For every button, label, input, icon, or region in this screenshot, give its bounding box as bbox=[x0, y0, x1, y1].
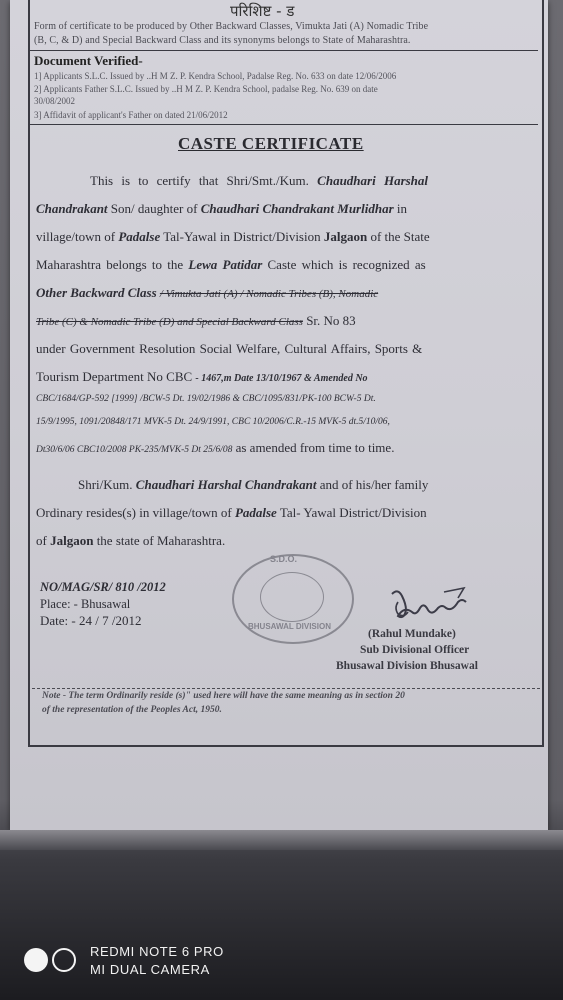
cert-text: Tal-Yawal in District/Division bbox=[163, 229, 321, 244]
sheet-lamination-edge bbox=[0, 830, 563, 850]
resolution-refs: Dt30/6/06 CBC10/2008 PK-235/MVK-5 Dt 25/6/08 bbox=[36, 445, 233, 455]
cert-text: of the State bbox=[370, 229, 430, 244]
residence-line-3 bbox=[36, 533, 225, 549]
cert-text: Son/ daughter of bbox=[110, 201, 198, 216]
certificate-number: NO/MAG/SR/ 810 /2012 bbox=[40, 580, 166, 594]
cert-text: village/town of bbox=[36, 229, 116, 244]
header-divider bbox=[30, 50, 538, 51]
cert-line-2 bbox=[36, 201, 407, 217]
issue-place: Place: - Bhusawal bbox=[40, 597, 131, 611]
caste-name: Lewa Patidar bbox=[188, 257, 263, 272]
applicant-name-repeat: Chaudhari Harshal Chandrakant bbox=[135, 477, 317, 492]
cert-line-11 bbox=[36, 440, 394, 456]
document-item-2-date: 30/08/2002 bbox=[34, 96, 76, 106]
annexure-label: परिशिष्ट - ड bbox=[230, 2, 295, 20]
issue-date: Date: - 24 / 7 /2012 bbox=[40, 613, 142, 628]
signatory-name: (Rahul Mundake) bbox=[368, 628, 456, 640]
camera-type-label: MI DUAL CAMERA bbox=[90, 962, 210, 977]
document-item-1: 1] Applicants S.L.C. Issued by ..H M Z. P. Kendra School, Padalse Reg. No. 633 on date 12/06/2006 bbox=[34, 71, 397, 81]
camera-model-label: REDMI NOTE 6 PRO bbox=[90, 944, 224, 959]
form-description-line-2: (B, C, & D) and Special Backward Class and its synonyms belongs to State of Maharashtra. bbox=[34, 35, 411, 46]
cert-text: Tal- Yawal District/Division bbox=[279, 505, 427, 520]
cert-text: Caste which is recognized as bbox=[267, 257, 426, 272]
seal-inner-ring bbox=[260, 572, 324, 622]
document-item-3: 3] Affidavit of applicant's Father on dated 21/06/2012 bbox=[34, 110, 228, 120]
district-name-repeat: Jalgaon bbox=[50, 533, 94, 548]
cert-text: in bbox=[396, 201, 408, 216]
applicant-name: Chaudhari Harshal bbox=[317, 173, 429, 188]
residence-line-1 bbox=[78, 477, 428, 493]
cert-text: Tourism Department No CBC bbox=[36, 369, 193, 384]
signature-scribble bbox=[384, 584, 484, 628]
cert-line-1 bbox=[90, 173, 428, 189]
cert-line-7: under Government Resolution Social Welfare, Cultural Affairs, Sports & bbox=[36, 341, 423, 356]
cert-line-8 bbox=[36, 369, 368, 385]
struck-categories-cont: Tribe (C) & Nomadic Tribe (D) and Special Backward Class bbox=[36, 316, 303, 328]
signatory-designation: Sub Divisional Officer bbox=[360, 644, 470, 656]
cert-line-3 bbox=[36, 229, 430, 245]
seal-text-top: S.D.O. bbox=[270, 554, 298, 564]
official-seal bbox=[232, 554, 354, 644]
village-name: Padalse bbox=[118, 229, 161, 244]
note-line-2: of the representation of the Peoples Act, 1950. bbox=[42, 705, 222, 715]
cert-text: Maharashtra belongs to the bbox=[36, 257, 184, 272]
documents-divider bbox=[30, 124, 538, 125]
residence-line-2 bbox=[36, 505, 427, 521]
district-name: Jalgaon bbox=[323, 229, 368, 244]
cert-text: Ordinary resides(s) in village/town of bbox=[36, 505, 232, 520]
struck-categories: / Vimukta Jati (A) / Nomadic Tribes (B), Nomadic bbox=[159, 288, 379, 300]
village-name-repeat: Padalse bbox=[234, 505, 277, 520]
note-line-1: Note - The term Ordinarily reside (s)" used here will have the same meaning as in section 20 bbox=[42, 691, 405, 701]
cert-text: and of his/her family bbox=[319, 477, 429, 492]
document-item-2: 2] Applicants Father S.L.C. Issued by ..H M Z. P. Kendra School, padalse Reg. No. 639 on date bbox=[34, 84, 378, 94]
form-description-line-1: Form of certificate to be produced by Other Backward Classes, Vimukta Jati (A) Nomadic Tribe bbox=[34, 21, 429, 32]
cert-text: of bbox=[36, 533, 47, 548]
cert-line-9: CBC/1684/GP-592 [1999] /BCW-5 Dt. 19/02/1986 & CBC/1095/831/PK-100 BCW-5 Dt. bbox=[36, 394, 376, 404]
cert-text: Shri/Kum. bbox=[78, 477, 133, 492]
seal-text-bottom: BHUSAWAL DIVISION bbox=[248, 622, 331, 631]
cert-line-4 bbox=[36, 257, 426, 273]
cert-text: as amended from time to time. bbox=[235, 440, 395, 455]
documents-heading: Document Verified- bbox=[34, 53, 143, 68]
camera-dot-ring bbox=[52, 948, 76, 972]
cert-line-6 bbox=[36, 313, 356, 329]
cert-text: the state of Maharashtra. bbox=[96, 533, 226, 548]
applicant-name-cont: Chandrakant bbox=[36, 201, 108, 216]
certificate-title: CASTE CERTIFICATE bbox=[178, 134, 364, 153]
cert-line-5 bbox=[36, 285, 378, 301]
cert-text: This is to certify that Shri/Smt./Kum. bbox=[90, 173, 309, 188]
cert-line-10: 15/9/1995, 1091/20848/171 MVK-5 Dt. 24/9/1991, CBC 10/2006/C.R.-15 MVK-5 dt.5/10/06, bbox=[36, 417, 390, 427]
resolution-number: - 1467,m Date 13/10/1967 & Amended No bbox=[195, 373, 368, 384]
serial-number: Sr. No 83 bbox=[306, 313, 356, 328]
camera-dot-filled bbox=[24, 948, 48, 972]
father-name: Chaudhari Chandrakant Murlidhar bbox=[200, 201, 394, 216]
category-name: Other Backward Class bbox=[36, 285, 157, 300]
signatory-office: Bhusawal Division Bhusawal bbox=[336, 660, 478, 672]
